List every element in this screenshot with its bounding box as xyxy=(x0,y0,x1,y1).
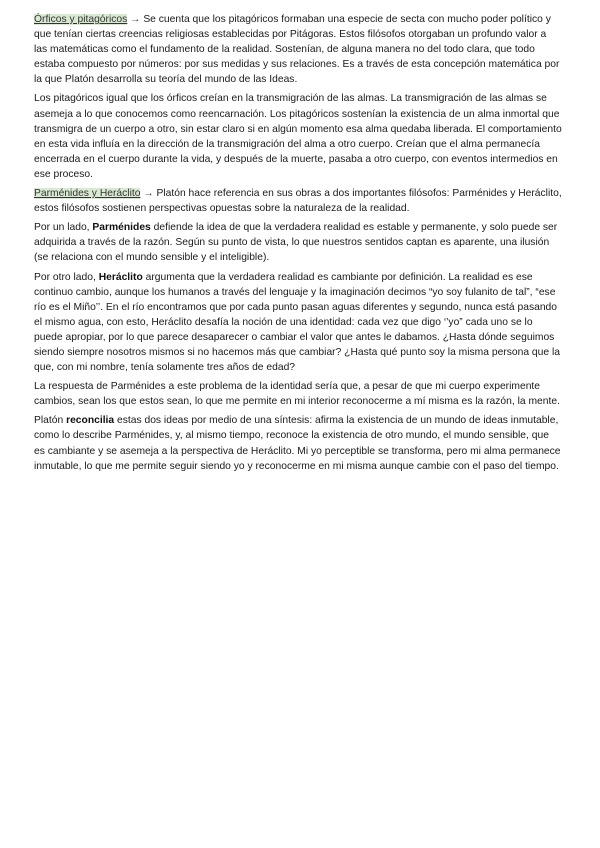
paragraph-text: Se cuenta que los pitagóricos formaban una especie de secta con mucho poder político y que tenían ciertas creencias religiosas establecidas por Pitágoras. Estos filósofos otorgaban un profundo valor a las matemáticas como el fundamento de la realidad. Sostenían, de alguna manera no del todo clara, que todo estaba compuesto por números: por sus medidas y sus relaciones. Es a través de esta concepción matemática por la que Platón desarrolla su teoría del mundo de las Ideas. xyxy=(34,14,560,86)
paragraph-parmenides-heraclitus-intro xyxy=(34,186,562,216)
bold-term-reconcilia: reconcilia xyxy=(66,415,115,427)
text-run: estas dos ideas por medio de una síntesis: afirma la existencia de un mundo de ideas inmutable, como lo describe Parménides, y, al mismo tiempo, reconoce la existencia de otro mundo, el mundo sensible, que es cambiante y se asemeja a la perspectiva de Heráclito. Mi yo perceptible se transforma, pero mi alma permanece inmutable, lo que me permite seguir siendo yo y reconocerme en mi misma aunque cambie con el paso del tiempo. xyxy=(34,415,561,472)
topic-heading-parmenides-heraclito: Parménides y Heráclito xyxy=(34,188,141,200)
bold-term-heraclito: Heráclito xyxy=(98,271,143,283)
text-run: defiende la idea de que la verdadera realidad es estable y permanente, y solo puede ser adquirida a través de la razón. Según su punto de vista, lo que nuestros sentidos captan es aparente, una ilusión (se relaciona con el mundo sensible y el inteligible). xyxy=(34,222,558,264)
paragraph-text: Platón hace referencia en sus obras a dos importantes filósofos: Parménides y Heráclito, estos filósofos sostienen perspectivas opuestas sobre la naturaleza de la realidad. xyxy=(34,188,562,215)
text-run: argumenta que la verdadera realidad es cambiante por definición. La realidad es ese continuo cambio, aunque los humanos a través del lenguaje y la imaginación decimos “yo soy fulanito de tal”, “ese río es el Miño’’. En el río encontramos que por cada punto pasan aguas diferentes y segundo, nunca está pasando el mismo agua, con esto, Heráclito desafía la noción de una identidad: cada vez que digo ‘’yo” cada uno se lo puede apropiar, por lo que parece desaparecer o cambiar el valor que antes le dabamos. ¿Hasta dónde seguimos siendo siempre nosotros mismos si no hacemos más que cambiar? ¿Hasta qué punto soy la misma persona que la que, con mi nombre, tenía solamente tres años de edad? xyxy=(34,271,560,374)
text-run: Platón xyxy=(34,415,67,427)
text-run: Por un lado, xyxy=(34,222,93,234)
paragraph-parmenides xyxy=(34,220,562,265)
paragraph-transmigration: Los pitagóricos igual que los órficos creían en la transmigración de las almas. La transmigración de las almas se asemeja a lo que conocemos como reencarnación. Los pitagóricos sostenían la existencia de un alma inmortal que transmigra de un cuerpo a otro, sin estar claro si en algún momento esa alma quedaba liberada. El comportamiento en esta vida influía en la dirección de la transmigración del alma a otro cuerpo. Creían que el alma permanecía encerrada en el cuerpo durante la vida, y después de la muerte, pasaba a otro cuerpo, con eventos intermedios en ese proceso. xyxy=(34,93,562,180)
topic-heading-orficos: Órficos y pitagóricos xyxy=(34,14,128,25)
document-body xyxy=(34,12,562,478)
paragraph-plato-synthesis xyxy=(34,413,562,473)
arrow-icon: → xyxy=(127,14,144,25)
paragraph-parmenides-response: La respuesta de Parménides a este problema de la identidad sería que, a pesar de que mi cuerpo experimente cambios, sean los que estos sean, lo que me permite en mi interior reconocerme a mí misma es la razón, la mente. xyxy=(34,381,560,408)
bold-term-parmenides: Parménides xyxy=(92,222,151,234)
paragraph-heraclitus xyxy=(34,270,562,376)
text-run: Por otro lado, xyxy=(34,271,99,283)
arrow-icon: → xyxy=(140,188,157,200)
paragraph-pythagoreans-intro xyxy=(34,12,562,87)
